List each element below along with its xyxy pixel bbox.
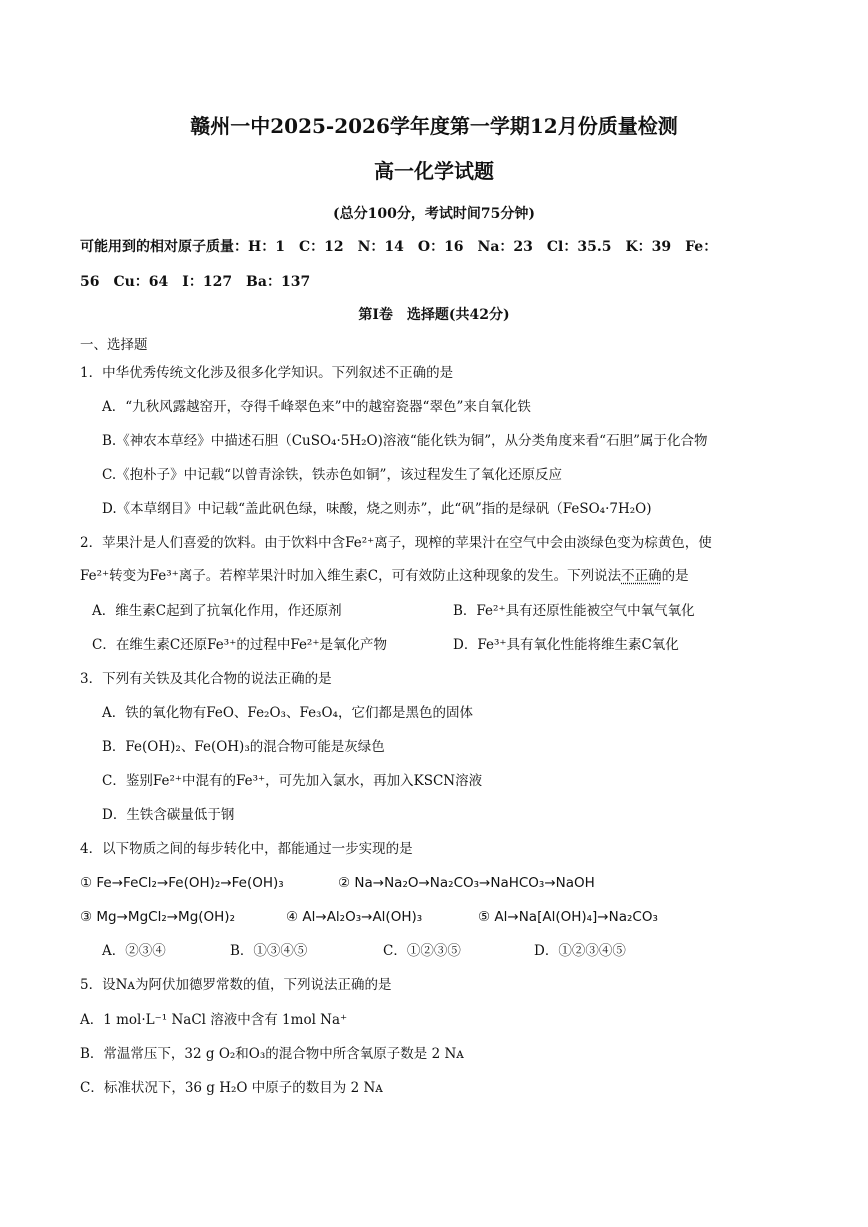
q4-path-3: ③ Mg→MgCl₂→Mg(OH)₂ bbox=[80, 909, 235, 925]
q4-path-5: ⑤ Al→Na[Al(OH)₄]→Na₂CO₃ bbox=[478, 909, 658, 925]
q1-option-b: B.《神农本草经》中描述石胆（CuSO₄·5H₂O)溶液“能化铁为铜”，从分类角度来看“石胆”属于化合物 bbox=[102, 433, 708, 449]
q1-option-c: C.《抱朴子》中记载“以曾青涂铁，铁赤色如铜”，该过程发生了氧化还原反应 bbox=[102, 467, 562, 483]
q4-option-c: C．①②③⑤ bbox=[383, 943, 461, 959]
q3-option-a: A．铁的氧化物有FeO、Fe₂O₃、Fe₃O₄，它们都是黑色的固体 bbox=[102, 705, 473, 721]
exam-title: 赣州一中2025-2026学年度第一学期12月份质量检测 bbox=[190, 114, 678, 138]
exam-subtitle: 高一化学试题 bbox=[374, 159, 494, 183]
section-heading: 第Ⅰ卷 选择题(共42分) bbox=[358, 307, 510, 323]
q4-option-b: B．①③④⑤ bbox=[230, 943, 308, 959]
q2-option-a: A．维生素C起到了抗氧化作用，作还原剂 bbox=[92, 603, 342, 619]
q5-option-c: C．标准状况下，36 g H₂O 中原子的数目为 2 Nᴀ bbox=[80, 1080, 383, 1096]
q4-option-a: A．②③④ bbox=[102, 943, 166, 959]
q4-stem: 4．以下物质之间的每步转化中，都能通过一步实现的是 bbox=[80, 841, 413, 857]
q4-path-2: ② Na→Na₂O→Na₂CO₃→NaHCO₃→NaOH bbox=[338, 875, 595, 891]
q2-emphasis: 不正确 bbox=[621, 568, 662, 584]
q3-option-b: B．Fe(OH)₂、Fe(OH)₃的混合物可能是灰绿色 bbox=[102, 739, 385, 755]
q4-path-4: ④ Al→Al₂O₃→Al(OH)₃ bbox=[286, 909, 423, 925]
exam-note: (总分100分，考试时间75分钟) bbox=[333, 206, 535, 222]
q3-stem: 3．下列有关铁及其化合物的说法正确的是 bbox=[80, 671, 332, 687]
q1-option-a: A．“九秋风露越窑开，夺得千峰翠色来”中的越窑瓷器“翠色”来自氧化铁 bbox=[102, 399, 531, 415]
q2-option-b: B．Fe²⁺具有还原性能被空气中氧气氧化 bbox=[453, 603, 695, 619]
q2-option-d: D．Fe³⁺具有氧化性能将维生素C氧化 bbox=[453, 637, 679, 653]
atomic-masses-line-2: 56 Cu：64 I：127 Ba：137 bbox=[80, 274, 311, 290]
q3-option-c: C．鉴别Fe²⁺中混有的Fe³⁺，可先加入氯水，再加入KSCN溶液 bbox=[102, 773, 483, 789]
q2-stem-end: 的是 bbox=[661, 568, 689, 584]
q2-stem-line-2 bbox=[80, 567, 689, 585]
q2-option-c: C．在维生素C还原Fe³⁺的过程中Fe²⁺是氧化产物 bbox=[92, 637, 387, 653]
q1-stem: 1．中华优秀传统文化涉及很多化学知识。下列叙述不正确的是 bbox=[80, 365, 454, 381]
q5-stem: 5．设Nᴀ为阿伏加德罗常数的值，下列说法正确的是 bbox=[80, 977, 392, 993]
q1-option-d: D.《本草纲目》中记载“盖此矾色绿，味酸，烧之则赤”，此“矾”指的是绿矾（FeSO₄·7H₂O) bbox=[102, 501, 652, 517]
part-heading: 一、选择题 bbox=[80, 337, 148, 353]
q2-stem-text: Fe²⁺转变为Fe³⁺离子。若榨苹果汁时加入维生素C，可有效防止这种现象的发生。下列说法 bbox=[80, 568, 622, 584]
q4-path-1: ① Fe→FeCl₂→Fe(OH)₂→Fe(OH)₃ bbox=[80, 875, 284, 891]
atomic-masses-line-1: 可能用到的相对原子质量：H：1 C：12 N：14 O：16 Na：23 Cl：35.5 K：39 Fe： bbox=[80, 239, 718, 255]
q5-option-b: B．常温常压下，32 g O₂和O₃的混合物中所含氧原子数是 2 Nᴀ bbox=[80, 1046, 464, 1062]
q2-stem-line-1: 2．苹果汁是人们喜爱的饮料。由于饮料中含Fe²⁺离子，现榨的苹果汁在空气中会由淡绿色变为棕黄色，使 bbox=[80, 535, 712, 551]
q3-option-d: D．生铁含碳量低于钢 bbox=[102, 807, 235, 823]
q5-option-a: A．1 mol·L⁻¹ NaCl 溶液中含有 1mol Na⁺ bbox=[80, 1012, 348, 1028]
q4-option-d: D．①②③④⑤ bbox=[534, 943, 626, 959]
